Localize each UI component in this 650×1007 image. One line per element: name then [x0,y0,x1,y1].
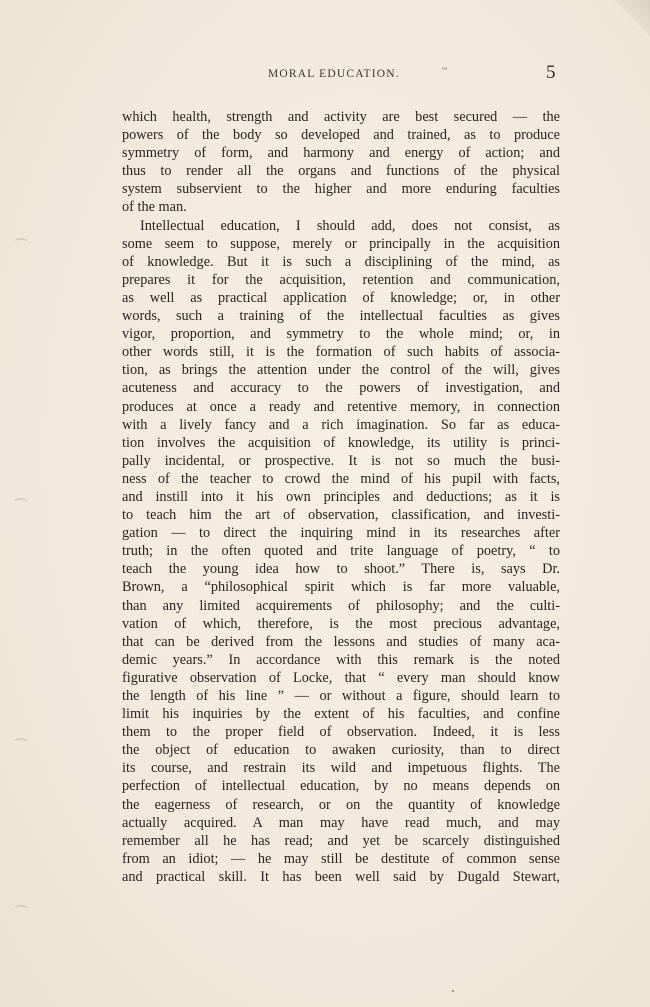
text-line: actually acquired. A man may have read much, and may [122,814,560,831]
text-line: that can be derived from the lessons and studies of many aca- [122,633,560,650]
binding-stitch-mark [14,738,28,746]
binding-stitch-mark [14,498,28,506]
text-line: its course, and restrain its wild and impetuous flights. The [122,760,560,777]
text-line: the object of education to awaken curiosity, than to direct [122,742,560,759]
text-line: remember all he has read; and yet be scarcely distinguished [122,832,560,849]
text-line: with a lively fancy and a rich imagination. So far as educa- [122,416,560,433]
page-header [122,62,562,86]
running-head: MORAL EDUCATION. [268,68,400,80]
text-line: perfection of intellectual education, by no means depends on [122,778,560,795]
page-corner-fold [610,0,650,40]
text-line: system subservient to the higher and more enduring faculties [122,181,560,198]
text-line: vigor, proportion, and symmetry to the whole mind; or, in [122,326,560,343]
text-line: teach the young idea how to shoot.” There is, says Dr. [122,561,560,578]
text-line: which health, strength and activity are best secured — the [122,109,560,125]
text-line: and practical skill. It has been well said by Dugald Stewart, [122,868,560,885]
page-number: 5 [546,62,556,83]
binding-stitch-mark [14,238,28,246]
text-line: pally incidental, or prospective. It is not so much the busi- [122,452,560,469]
text-line: and instill into it his own principles and deductions; as it is [122,488,560,505]
text-line: as well as practical application of knowledge; or, in other [122,289,560,306]
text-line: tion involves the acquisition of knowledge, its utility is princi- [122,434,560,451]
text-line: produces at once a ready and retentive memory, in connection [122,398,560,415]
text-line: to teach him the art of observation, classification, and investi- [122,507,560,524]
text-line: ness of the teacher to crowd the mind of his pupil with facts, [122,470,560,487]
text-line: demic years.” In accordance with this remark is the noted [122,651,560,668]
header-ornament: ~ [442,64,448,75]
text-line: than any limited acquirements of philosophy; and the culti- [122,597,560,614]
body-text [122,108,560,886]
text-line: symmetry of form, and harmony and energy of action; and [122,145,560,162]
text-line: vation of which, therefore, is the most precious advantage, [122,615,560,632]
text-line: some seem to suppose, merely or principally in the acquisition [122,235,560,252]
paragraph-end-line: of the man. [122,199,187,216]
page-speck [452,990,454,992]
text-line: limit his inquiries by the extent of his faculties, and confine [122,706,560,723]
text-line: powers of the body so developed and trained, as to produce [122,127,560,144]
paragraph-start-line: Intellectual education, I should add, does not consist, as [140,217,560,234]
text-line: figurative observation of Locke, that “ every man should know [122,669,560,686]
binding-stitch-mark [14,905,28,913]
text-line: tion, as brings the attention under the control of the will, gives [122,362,560,379]
text-line: Brown, a “philosophical spirit which is far more valuable, [122,579,560,596]
text-line: the length of his line ” — or without a figure, should learn to [122,688,560,704]
text-line: other words still, it is the formation of such habits of associa- [122,344,560,361]
text-line: words, such a training of the intellectual faculties as gives [122,308,560,325]
text-line: gation — to direct the inquiring mind in its researches after [122,525,560,542]
text-line: prepares it for the acquisition, retention and communication, [122,271,560,288]
text-line: of knowledge. But it is such a disciplining of the mind, as [122,253,560,270]
text-line: thus to render all the organs and functions of the physical [122,163,560,180]
text-line: truth; in the often quoted and trite language of poetry, “ to [122,543,560,560]
text-line: the eagerness of research, or on the quantity of knowledge [122,796,560,813]
text-line: them to the proper field of observation. Indeed, it is less [122,724,560,741]
text-line: from an idiot; — he may still be destitute of common sense [122,850,560,867]
text-line: acuteness and accuracy to the powers of investigation, and [122,380,560,397]
